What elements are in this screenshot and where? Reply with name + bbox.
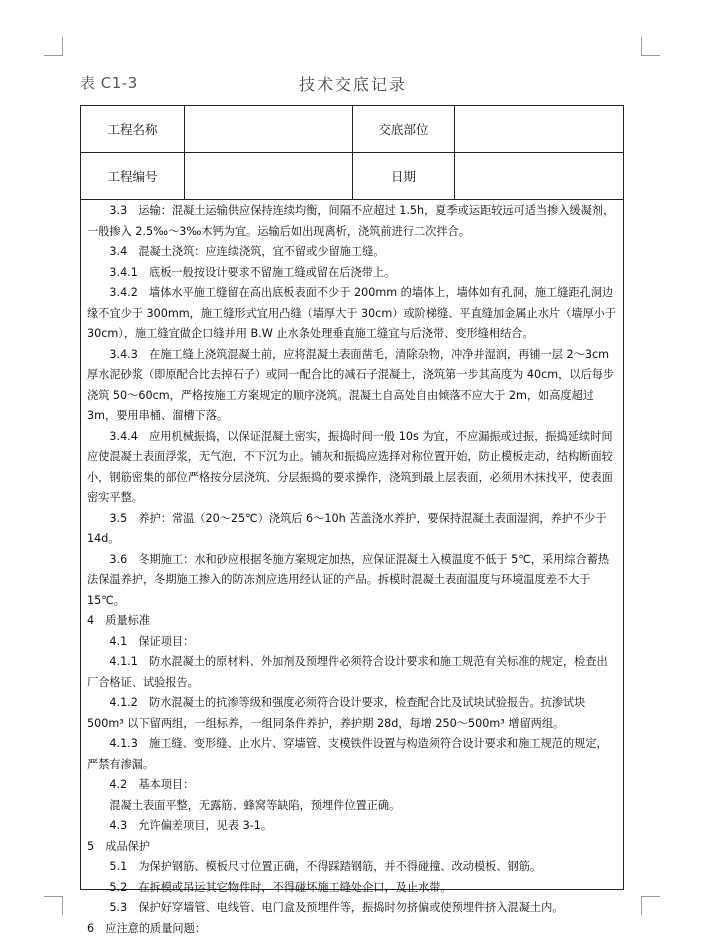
para-3-4-3: 3.4.3 在施工缝上浇筑混凝土前，应将混凝土表面凿毛，清除杂物，冲净并湿润，再铺一层 2～3cm 厚水泥砂浆（即原配合比去掉石子）或同一配合比的减石子混凝土，浇筑第一步其高度为 40cm，以后每步浇筑 50～60cm，严格按施工方案规定的顺序浇筑。混凝土自高处自由倾落不应大于 2m，如高度超过 3m，要用串桶、溜槽下落。 <box>87 345 617 427</box>
para-5-2: 5.2 在拆模或吊运其它物件时，不得碰坏施工缝处企口，及止水带。 <box>87 878 617 899</box>
info-row-1 <box>81 106 623 153</box>
project-no-field[interactable] <box>185 153 353 199</box>
crop-mark-bottom-left <box>44 896 63 915</box>
project-name-label: 工程名称 <box>81 106 185 152</box>
para-3-3: 3.3 运输：混凝土运输供应保持连续均衡，间隔不应超过 1.5h，夏季或运距较远可适当掺入缓凝剂，一般掺入 2.5‰～3‰木钙为宜。运输后如出现离析，浇筑前进行二次拌合。 <box>87 201 617 242</box>
handover-part-field[interactable] <box>455 106 623 152</box>
para-3-4-1: 3.4.1 底板一般按设计要求不留施工缝或留在后浇带上。 <box>87 263 617 284</box>
para-4-1-2: 4.1.2 防水混凝土的抗渗等级和强度必须符合设计要求，检查配合比及试块试验报告。抗渗试块 500m³ 以下留两组，一组标养，一组同条件养护，养护期 28d，每增 250～500m³ 增留两组。 <box>87 693 617 734</box>
crop-mark-top-right <box>641 37 660 56</box>
project-name-field[interactable] <box>185 106 353 152</box>
heading-4: 4 质量标准 <box>87 611 617 632</box>
para-4-2-text: 混凝土表面平整，无露筋、蜂窝等缺陷，预埋件位置正确。 <box>87 796 617 817</box>
para-3-4: 3.4 混凝土浇筑：应连续浇筑，宜不留或少留施工缝。 <box>87 242 617 263</box>
crop-mark-top-left <box>44 37 63 56</box>
para-4-3: 4.3 允许偏差项目，见表 3-1。 <box>87 816 617 837</box>
heading-5: 5 成品保护 <box>87 837 617 858</box>
date-label: 日期 <box>353 153 455 199</box>
info-row-2 <box>81 153 623 200</box>
para-3-4-2: 3.4.2 墙体水平施工缝留在高出底板表面不少于 200mm 的墙体上，墙体如有孔洞，施工缝距孔洞边缘不宜少于 300mm，施工缝形式宜用凸缝（墙厚大于 30cm）或阶梯缝、平直缝加金属止水片（墙厚小于 30cm），施工缝宜做企口缝并用 B.W 止水条处理垂直施工缝宜与后浇带、变形缝相结合。 <box>87 283 617 345</box>
disclosure-content <box>81 200 623 939</box>
para-5-3: 5.3 保护好穿墙管、电线管、电门盒及预埋件等，振捣时勿挤偏或使预埋件挤入混凝土内。 <box>87 898 617 919</box>
para-5-1: 5.1 为保护钢筋、模板尺寸位置正确，不得踩踏钢筋，并不得碰撞、改动模板、钢筋。 <box>87 857 617 878</box>
para-3-6: 3.6 冬期施工：水和砂应根据冬施方案规定加热，应保证混凝土入模温度不低于 5℃，采用综合蓄热法保温养护，冬期施工掺入的防冻剂应选用经认证的产品。拆模时混凝土表面温度与环境温度差不大于 15℃。 <box>87 550 617 612</box>
disclosure-form <box>80 105 624 890</box>
project-no-label: 工程编号 <box>81 153 185 199</box>
para-4-1-3: 4.1.3 施工缝、变形缝、止水片、穿墙管、支模铁件设置与构造须符合设计要求和施工规范的规定，严禁有渗漏。 <box>87 734 617 775</box>
para-4-1: 4.1 保证项目： <box>87 632 617 653</box>
para-3-4-4: 3.4.4 应用机械振捣，以保证混凝土密实，振捣时间一般 10s 为宜，不应漏振或过振，振捣延续时间应使混凝土表面浮浆，无气泡，不下沉为止。铺灰和振捣应选择对称位置开始，防止模板走动，结构断面较小，钢筋密集的部位严格按分层浇筑、分层振捣的要求操作，浇筑到最上层表面，必须用木抹找平，使表面密实平整。 <box>87 427 617 509</box>
handover-part-label: 交底部位 <box>353 106 455 152</box>
para-4-2: 4.2 基本项目： <box>87 775 617 796</box>
form-code: 表 C1-3 <box>80 72 138 93</box>
heading-6: 6 应注意的质量问题： <box>87 919 617 939</box>
crop-mark-bottom-right <box>641 896 660 915</box>
date-field[interactable] <box>455 153 623 199</box>
para-4-1-1: 4.1.1 防水混凝土的原材料、外加剂及预埋件必须符合设计要求和施工规范有关标准的规定，检查出厂合格证、试验报告。 <box>87 652 617 693</box>
para-3-5: 3.5 养护：常温（20～25℃）浇筑后 6～10h 苫盖浇水养护，要保持混凝土表面湿润，养护不少于 14d。 <box>87 509 617 550</box>
document-title: 技术交底记录 <box>0 72 706 95</box>
